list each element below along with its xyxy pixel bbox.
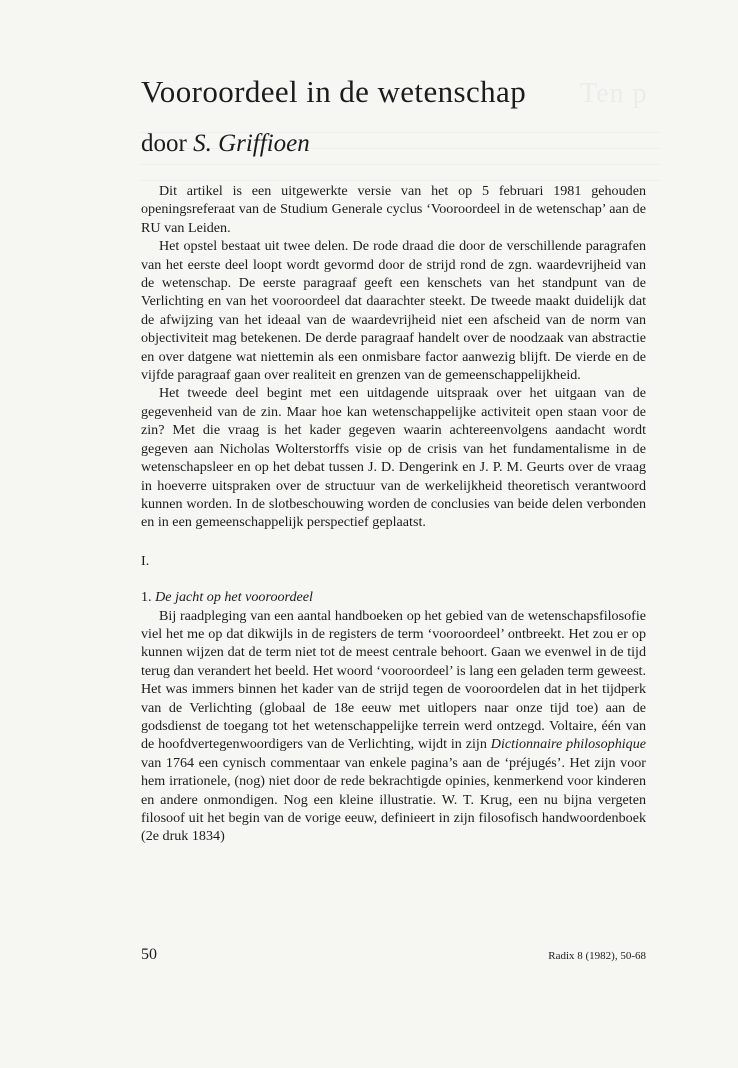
work-title: Dictionnaire philosophique <box>490 736 647 753</box>
section-heading: I. <box>141 552 150 569</box>
byline-prefix: door <box>141 130 187 157</box>
page-number: 50 <box>141 946 157 963</box>
source-citation: Radix 8 (1982), 50-68 <box>548 950 646 962</box>
bleed-through-text: Ten p <box>580 78 648 109</box>
body-text-part1: Bij raadpleging van een aantal handboeken op het gebied van de wetenschapsfilosofie viel het me op dat dikwijls in de registers de term ‘vooroordeel’ ontbreekt. Het zou er op kunnen wijzen dat de term niet tot de meest centrale behoort. Gaan we evenwel in de tijd terug dan verandert het beeld. Het woord ‘vooroordeel’ is lang een geladen term geweest. Het was immers binnen het kader van de strijd tegen de vooroordelen dat in het tijdperk van de Verlichting (globaal de 18e eeuw met uitlopers naar onze tijd toe) aan de godsdienst de toegang tot het wetenschappelijke terrein werd ontzegd. Voltaire, één van de hoofdvertegenwoordigers van de Verlichting, wijdt in zijn <box>141 607 646 753</box>
subsection-number: 1. <box>141 589 152 606</box>
subsection-title: De jacht op het vooroordeel <box>155 589 313 606</box>
article-title: Vooroordeel in de wetenschap <box>141 74 527 109</box>
subsection-heading <box>141 588 646 606</box>
intro-section <box>141 182 646 532</box>
body-text-part2: van 1764 een cynisch commentaar van enkele pagina’s aan de ‘préjugés’. Het zijn voor hem irrationele, (nog) niet door de rede bekrachtigde opinies, kenmerkend voor kinderen en andere onmondigen. Nog een kleine illustratie. W. T. Krug, een nu bijna vergeten filosoof uit het begin van de vorige eeuw, definieert in zijn filosofisch handwoordenboek (2e druk 1834) <box>141 754 646 845</box>
section-body <box>141 607 646 846</box>
article-page <box>141 72 646 846</box>
intro-paragraph: Dit artikel is een uitgewerkte versie van het op 5 februari 1981 gehouden openingsreferaat van de Studium Generale cyclus ‘Vooroordeel in de wetenschap’ aan de RU van Leiden. <box>141 183 646 236</box>
page-footer <box>141 946 646 964</box>
byline <box>141 128 646 160</box>
author-name: S. Griffioen <box>193 130 310 157</box>
intro-paragraph: Het opstel bestaat uit twee delen. De rode draad die door de verschillende paragrafen van het eerste deel loopt wordt gevormd door de strijd rond de zgn. waardevrijheid van de wetenschap. De eerste paragraaf geeft een kenschets van het standpunt van de Verlichting en van het vooroordeel dat daarachter steekt. De tweede maakt duidelijk dat de afwijzing van het ideaal van de waardevrijheid niet een afscheid van de norm van objectiviteit mag betekenen. De derde paragraaf handelt over de noodzaak van abstractie en over datgene wat niettemin als een onmisbare factor aanwezig blijft. De vierde en de vijfde paragraaf gaan over realiteit en grenzen van de gemeenschappelijkheid. <box>141 238 646 384</box>
intro-paragraph: Het tweede deel begint met een uitdagende uitspraak over het uitgaan van de gegevenheid van de zin. Maar hoe kan wetenschappelijke activiteit open staan voor de zin? Met die vraag is het kader gegeven waarin achtereenvolgens aandacht wordt gegeven aan Nicholas Wolterstorffs visie op de crisis van het fundamentalisme in de wetenschapsleer en op het debat tussen J. D. Dengerink en J. P. M. Geurts over de vraag in hoeverre uitspraken over de structuur van de werkelijkheid theoretisch verantwoord kunnen worden. In de slotbeschouwing worden de conclusies van beide delen verbonden en in een gemeenschappelijk perspectief geplaatst. <box>141 385 646 531</box>
body-paragraph <box>141 607 646 846</box>
